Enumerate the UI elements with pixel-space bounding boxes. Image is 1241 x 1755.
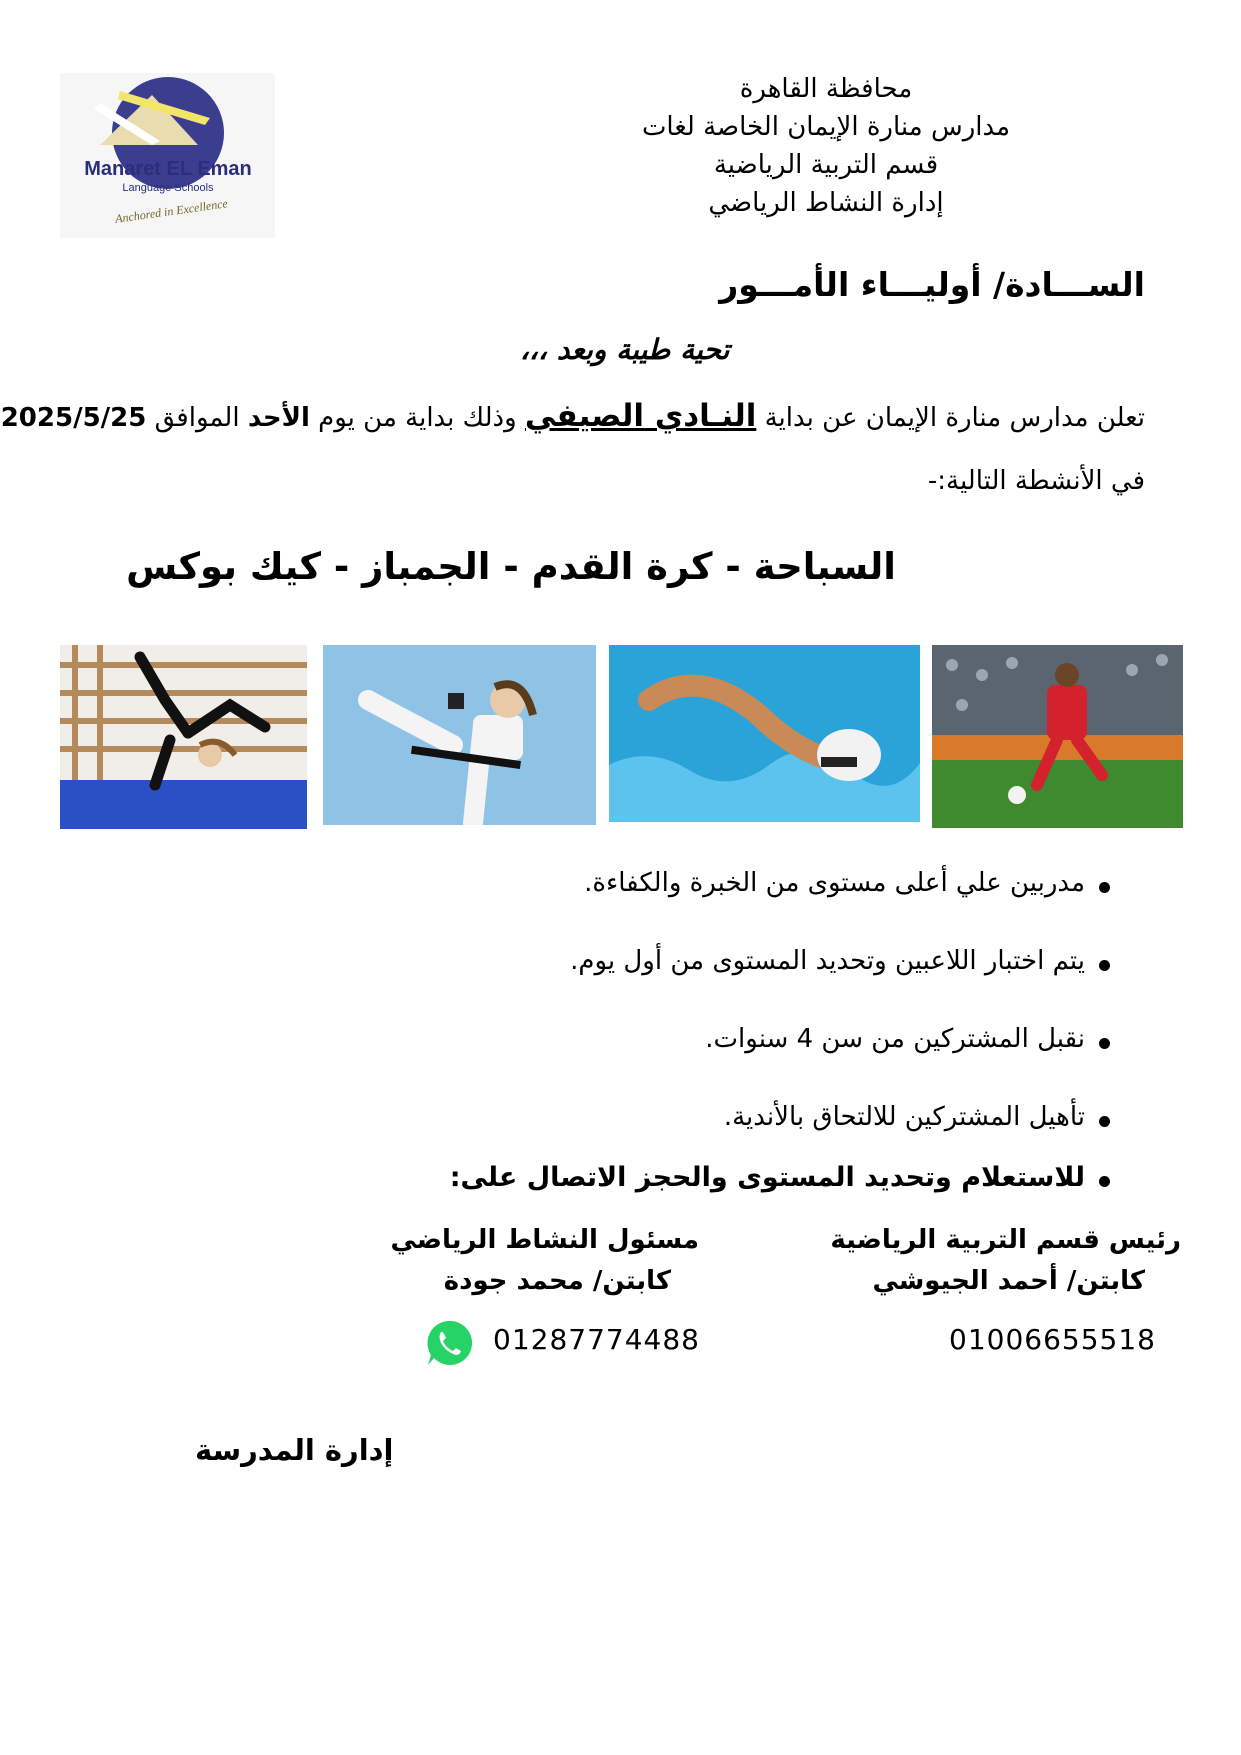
contact-right-phone[interactable]: 01006655518 <box>949 1323 1156 1356</box>
header-activity-admin: إدارة النشاط الرياضي <box>708 188 944 218</box>
bullet-icon <box>1099 1176 1110 1187</box>
logo-tagline: Anchored in Excellence <box>114 196 229 226</box>
addressee: الســـادة/ أوليـــاء الأمـــور <box>719 265 1145 304</box>
contact-right-name: كابتن/ أحمد الجيوشي <box>872 1266 1145 1296</box>
list-item: مدربين علي أعلى مستوى من الخبرة والكفاءة. <box>245 868 1145 946</box>
contact-left-title: مسئول النشاط الرياضي <box>390 1225 699 1255</box>
list-item: للاستعلام وتحديد المستوى والحجز الاتصال على: <box>245 1162 1145 1240</box>
football-photo <box>932 645 1183 828</box>
intro-part3: الموافق <box>154 403 240 433</box>
bullet-icon <box>1099 960 1110 971</box>
gymnastics-photo <box>60 645 307 829</box>
intro-part1: تعلن مدارس منارة الإيمان عن بداية <box>764 403 1145 433</box>
contact-left-name: كابتن/ محمد جودة <box>443 1266 671 1296</box>
contact-left-phone[interactable]: 01287774488 <box>493 1323 700 1356</box>
logo-subtitle: Language Schools <box>122 182 214 194</box>
intro-line-2: في الأنشطة التالية:- <box>927 466 1145 496</box>
intro-line <box>0 398 1145 434</box>
activities-heading: السباحة - كرة القدم - الجمباز - كيك بوكس <box>126 545 896 588</box>
kickboxing-photo <box>323 645 596 825</box>
header-governorate: محافظة القاهرة <box>739 74 913 104</box>
list-item: يتم اختبار اللاعبين وتحديد المستوى من أول يوم. <box>245 946 1145 1024</box>
club-name: النـادي الصيفي <box>524 398 757 434</box>
logo-name: Manaret EL Eman <box>84 158 252 180</box>
contact-right-title: رئيس قسم التربية الرياضية <box>830 1225 1181 1255</box>
start-day: الأحد <box>247 403 310 433</box>
bullet-icon <box>1099 1116 1110 1127</box>
start-date: 2025/5/25 <box>0 403 147 433</box>
intro-part2: وذلك بداية من يوم <box>318 403 517 433</box>
header-department: قسم التربية الرياضية <box>713 150 939 180</box>
header-school-name: مدارس منارة الإيمان الخاصة لغات <box>641 112 1011 142</box>
list-item: تأهيل المشتركين للالتحاق بالأندية. <box>245 1102 1145 1162</box>
bullet-icon <box>1099 882 1110 893</box>
school-logo <box>60 73 275 238</box>
list-item: نقبل المشتركين من سن 4 سنوات. <box>245 1024 1145 1102</box>
swimming-photo <box>609 645 920 822</box>
bullet-icon <box>1099 1038 1110 1049</box>
school-header <box>616 70 1036 222</box>
whatsapp-icon[interactable] <box>424 1318 474 1368</box>
signature: إدارة المدرسة <box>195 1433 394 1467</box>
features-list <box>245 868 1145 1240</box>
greeting: تحية طيبة وبعد ،،، <box>520 333 730 366</box>
